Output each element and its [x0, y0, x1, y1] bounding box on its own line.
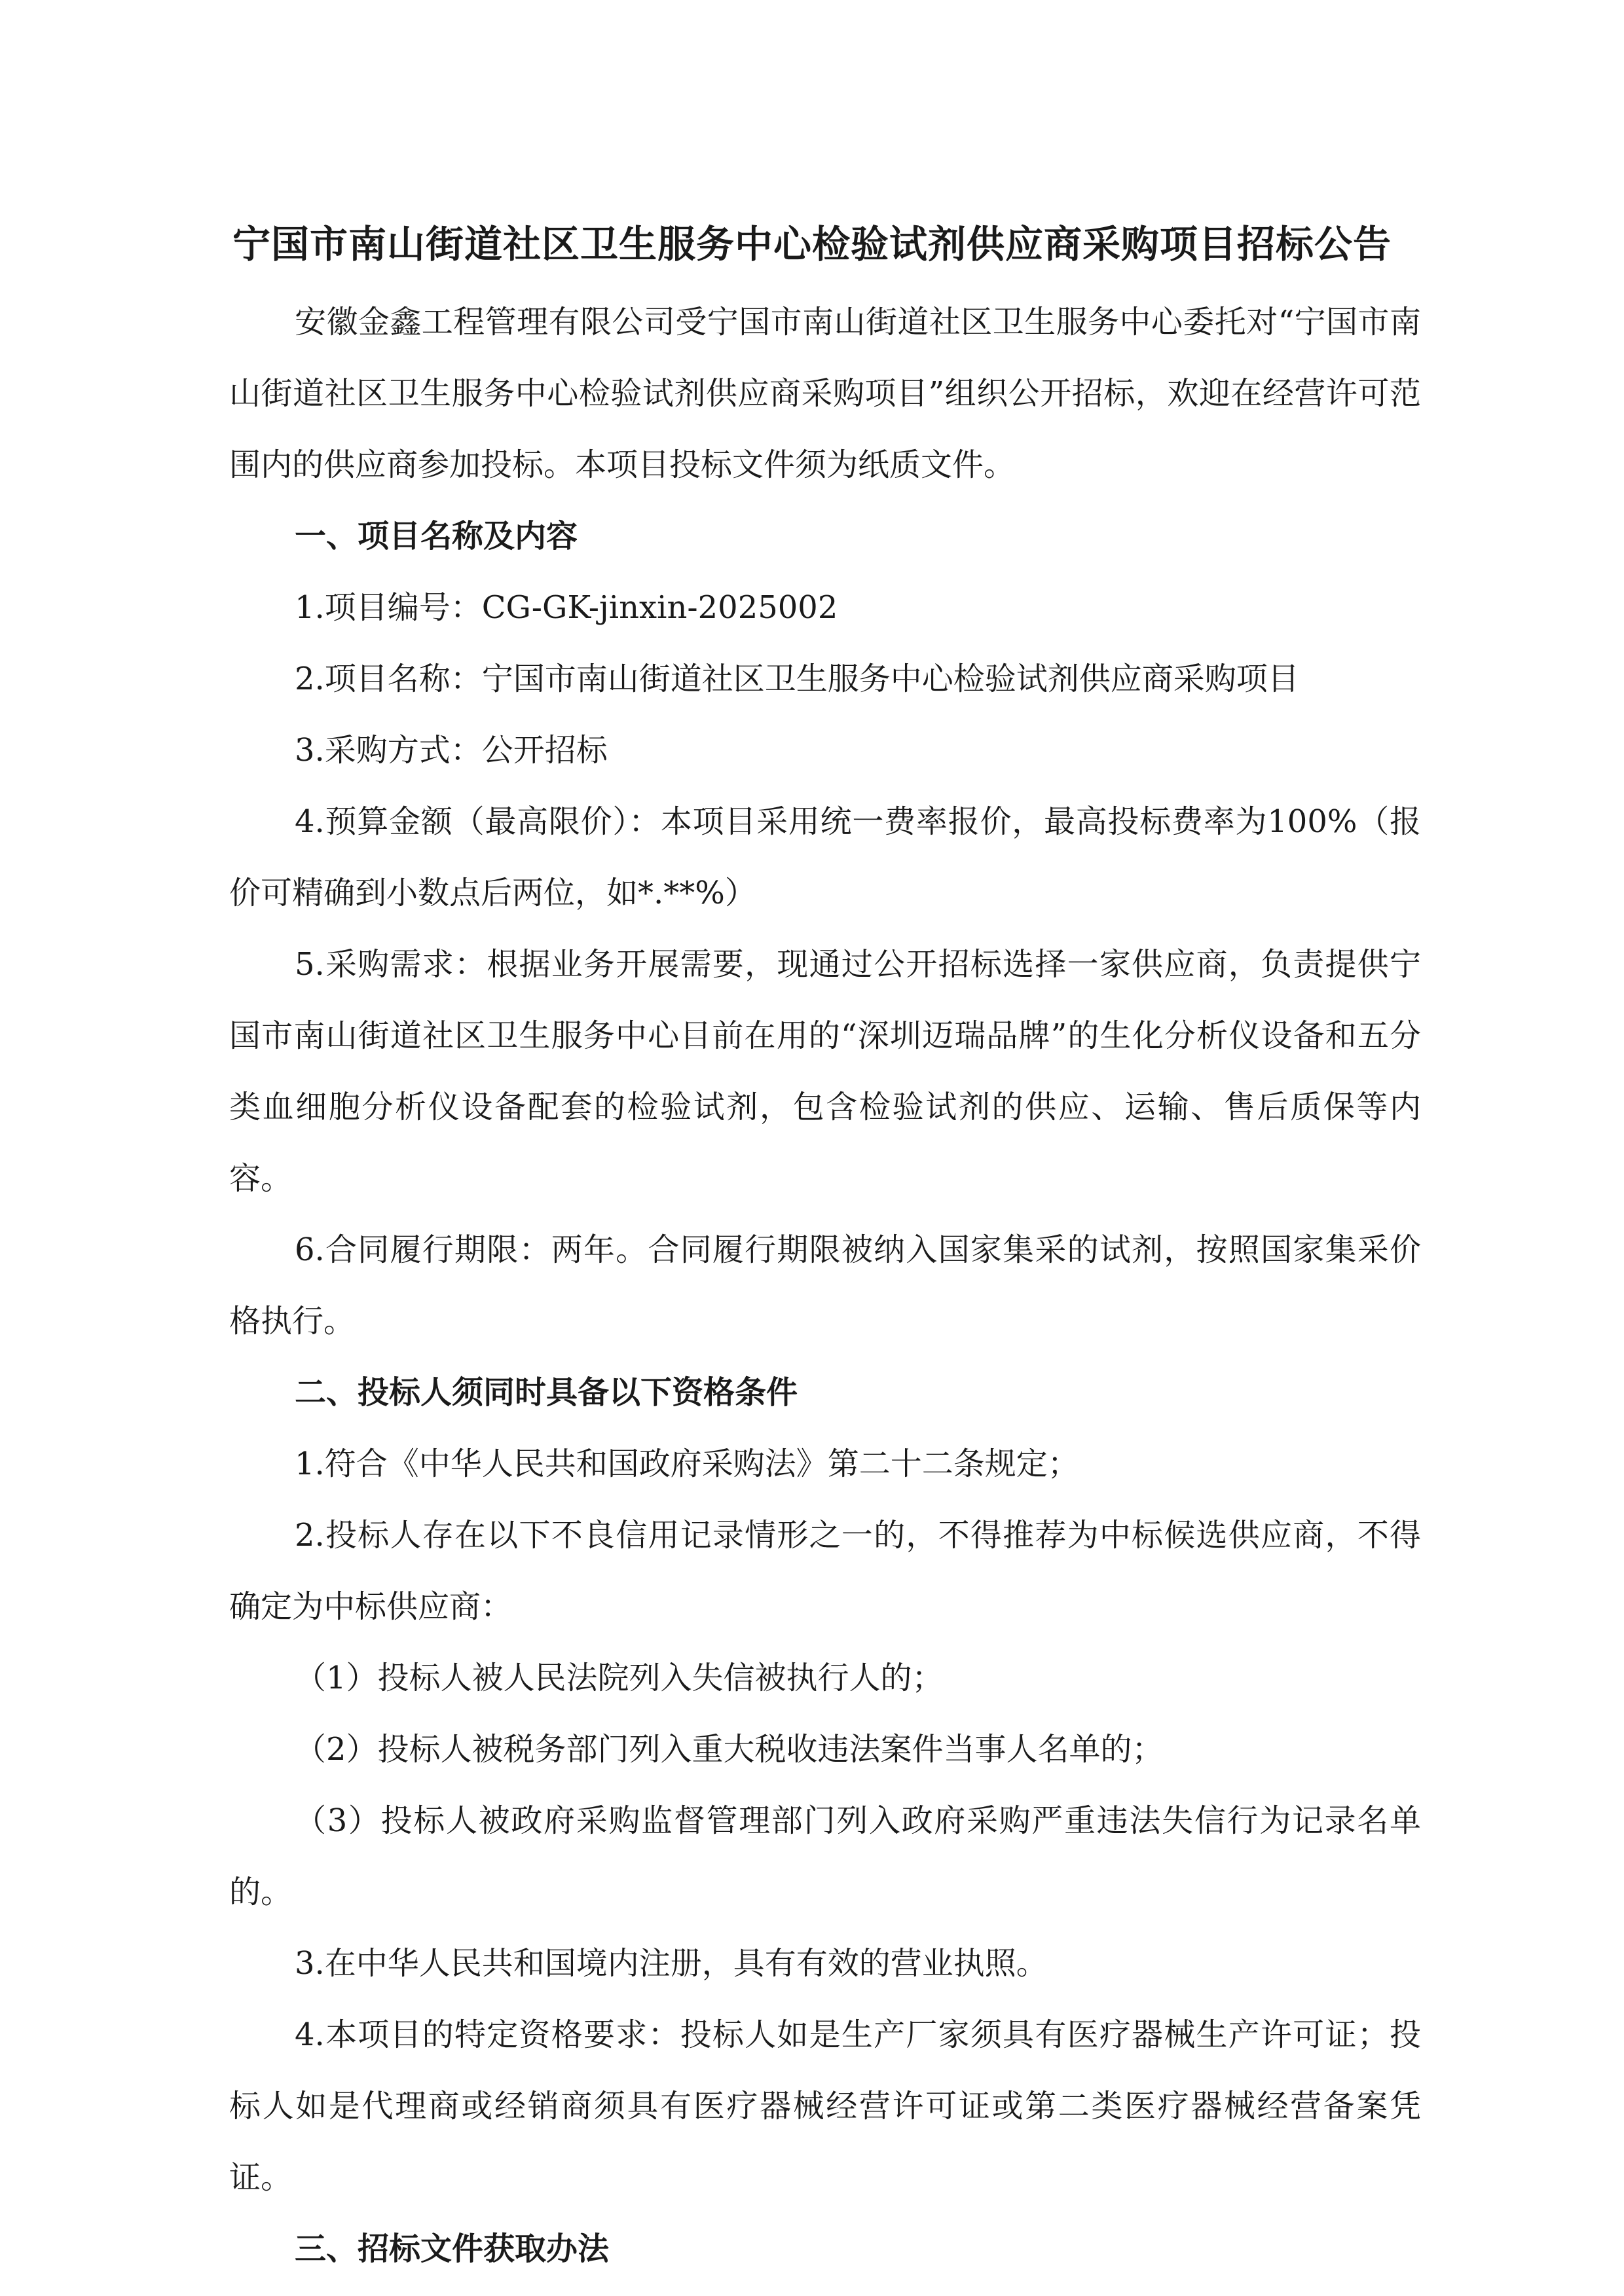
section1-item-requirements: 5.采购需求：根据业务开展需要，现通过公开招标选择一家供应商，负责提供宁国市南山街道社区卫生服务中心目前在用的“深圳迈瑞品牌”的生化分析仪设备和五分类血细胞分析仪设备配套的检验试剂，包含检验试剂的供应、运输、售后质保等内容。 [229, 946, 1421, 1197]
section2-item-credit: 2.投标人存在以下不良信用记录情形之一的，不得推荐为中标候选供应商，不得确定为中标供应商： [229, 1517, 1421, 1625]
section1-item-procurement-method: 3.采购方式：公开招标 [295, 732, 608, 769]
section2-item-law: 1.符合《中华人民共和国政府采购法》第二十二条规定； [295, 1446, 1079, 1482]
intro-paragraph: 安徽金鑫工程管理有限公司受宁国市南山街道社区卫生服务中心委托对“宁国市南山街道社区卫生服务中心检验试剂供应商采购项目”组织公开招标，欢迎在经营许可范围内的供应商参加投标。本项目投标文件须为纸质文件。 [229, 304, 1421, 483]
section2-subitem-2: （2）投标人被税务部门列入重大税收违法案件当事人名单的； [295, 1731, 1164, 1768]
document-title: 宁国市南山街道社区卫生服务中心检验试剂供应商采购项目招标公告 [232, 222, 1392, 266]
section1-item-budget: 4.预算金额（最高限价）：本项目采用统一费率报价，最高投标费率为100%（报价可精确到小数点后两位，如*.**%） [229, 803, 1421, 911]
section2-subitem-3: （3）投标人被政府采购监督管理部门列入政府采购严重违法失信行为记录名单的。 [229, 1802, 1421, 1910]
document-body [229, 287, 1421, 2285]
section1-item-project-name: 2.项目名称：宁国市南山街道社区卫生服务中心检验试剂供应商采购项目 [295, 661, 1299, 697]
section2-heading: 二、投标人须同时具备以下资格条件 [295, 1374, 798, 1411]
section2-item-specific-qualification: 4.本项目的特定资格要求：投标人如是生产厂家须具有医疗器械生产许可证；投标人如是代理商或经销商须具有医疗器械经营许可证或第二类医疗器械经营备案凭证。 [229, 2016, 1421, 2196]
section2-subitem-1: （1）投标人被人民法院列入失信被执行人的； [295, 1660, 944, 1696]
section1-item-project-number: 1.项目编号：CG-GK-jinxin-2025002 [295, 589, 838, 626]
section1-item-contract-period: 6.合同履行期限：两年。合同履行期限被纳入国家集采的试剂，按照国家集采价格执行。 [229, 1231, 1421, 1339]
section3-heading: 三、招标文件获取办法 [295, 2231, 610, 2267]
section2-item-registration: 3.在中华人民共和国境内注册，具有有效的营业执照。 [295, 1945, 1048, 1982]
section1-heading: 一、项目名称及内容 [295, 518, 578, 555]
